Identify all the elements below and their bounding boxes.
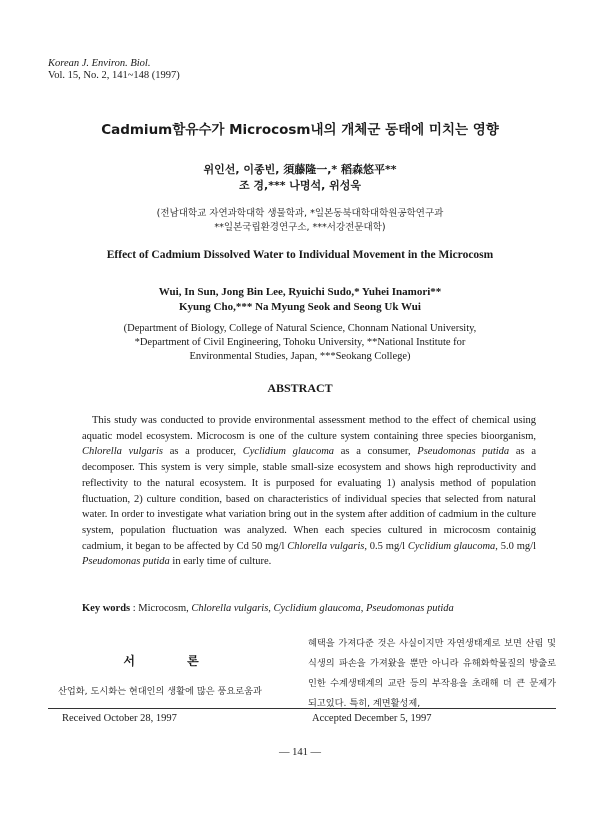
footer-divider xyxy=(48,708,556,709)
journal-name: Korean J. Environ. Biol. xyxy=(48,58,151,69)
species-name: Pseudomonas putida xyxy=(417,446,510,458)
keyword: Pseudomonas putida xyxy=(365,603,454,614)
species-name: Cyclidium glaucoma xyxy=(242,446,335,458)
species-name: Cyclidium glaucoma xyxy=(407,540,496,552)
authors-english-line1: Wui, In Sun, Jong Bin Lee, Ryuichi Sudo,* Yuhei Inamori** xyxy=(158,286,442,298)
abstract-text: as a consumer, xyxy=(334,446,418,458)
introduction-text-right: 혜택을 가져다준 것은 사실이지만 자연생태계로 보면 산림 및 식생의 파손을 가져왔을 뿐만 아니라 유해화학물질의 방출로 인한 수계생태계의 교란 등의 부작용을 초래해 더 큰 문제가 되고있다. 특히, 계면활성제, xyxy=(308,638,556,709)
abstract-text: , 0.5 mg/l xyxy=(364,540,408,552)
affiliations-korean-line2: **일본국립환경연구소, ***서강전문대학) xyxy=(214,222,386,233)
affiliations-english-line3: Environmental Studies, Japan, ***Seokang College) xyxy=(189,351,411,362)
abstract-text: as a decomposer. This system is very simple, stable small-size ecosystem and shows high reproductivity and reflectivity to the natural ecosystem. It is purposed for evaluating 1) analysis method of population fluctuation, 2) culture condition, based on characteristics of individual species that selected from natural water. In order to investigate what variation bring out in the system after addition of cadmium in the culture system, population fluctuation was analyzed. When each species cultured in microcosm containig cadmium, it began to be affected by Cd 50 mg/l xyxy=(82,446,536,552)
journal-citation xyxy=(48,58,180,82)
keywords xyxy=(82,603,552,614)
keyword-separator: , xyxy=(360,603,366,614)
authors-english xyxy=(0,285,600,315)
authors-english-line2: Kyung Cho,*** Na Myung Seok and Seong Uk Wui xyxy=(179,301,421,313)
affiliations-english-line2: *Department of Civil Engineering, Tohoku University, **National Institute for xyxy=(134,337,466,348)
abstract-heading: ABSTRACT xyxy=(267,381,333,395)
page-number: — 141 — xyxy=(279,747,321,758)
title-english: Effect of Cadmium Dissolved Water to Individual Movement in the Microcosm xyxy=(106,249,494,261)
keywords-label: Key words xyxy=(82,603,131,614)
left-column xyxy=(48,634,298,702)
authors-korean xyxy=(0,162,600,194)
keywords-separator: : xyxy=(130,603,139,614)
abstract-paragraph xyxy=(82,413,536,570)
title-korean: Cadmium함유수가 Microcosm내의 개체군 동태에 미치는 영향 xyxy=(101,122,499,138)
journal-volume: Vol. 15, No. 2, 141~148 (1997) xyxy=(48,70,180,81)
received-date: Received October 28, 1997 xyxy=(62,713,177,724)
species-name: Pseudomonas putida xyxy=(82,556,170,568)
abstract-body xyxy=(82,413,536,570)
abstract-text: as a producer, xyxy=(163,446,243,458)
abstract-text: This study was conducted to provide environmental assessment method to the effect of chemical using aquatic model ecosystem. Microcosm is one of the culture system containing three species bioorganism, xyxy=(82,415,536,442)
keyword: Microcosm, xyxy=(138,603,192,614)
affiliations-english xyxy=(0,322,600,364)
right-column xyxy=(308,634,556,714)
abstract-text: in early time of culture. xyxy=(169,556,272,568)
keyword: Cyclidium glaucoma xyxy=(273,603,361,614)
species-name: Chlorella vulgaris xyxy=(82,446,163,458)
species-name: Chlorella vulgaris xyxy=(287,540,365,552)
authors-korean-line2: 조 경,*** 나명석, 위성욱 xyxy=(238,179,362,192)
section-heading-introduction: 서 론 xyxy=(123,654,223,668)
affiliations-korean xyxy=(0,207,600,235)
affiliations-english-line1: (Department of Biology, College of Natural Science, Chonnam National University, xyxy=(123,323,477,334)
keyword-separator: , xyxy=(268,603,274,614)
abstract-text: , 5.0 mg/l xyxy=(495,540,536,552)
authors-korean-line1: 위인선, 이종빈, 須藤隆一,* 稻森悠平** xyxy=(203,163,397,176)
introduction-text-left: 산업화, 도시화는 현대인의 생활에 많은 풍요로움과 xyxy=(58,686,262,697)
keyword: Chlorella vulgaris xyxy=(191,603,269,614)
affiliations-korean-line1: (전남대학교 자연과학대학 생물학과, *일본동북대학대학원공학연구과 xyxy=(156,208,444,219)
accepted-date: Accepted December 5, 1997 xyxy=(312,713,432,724)
